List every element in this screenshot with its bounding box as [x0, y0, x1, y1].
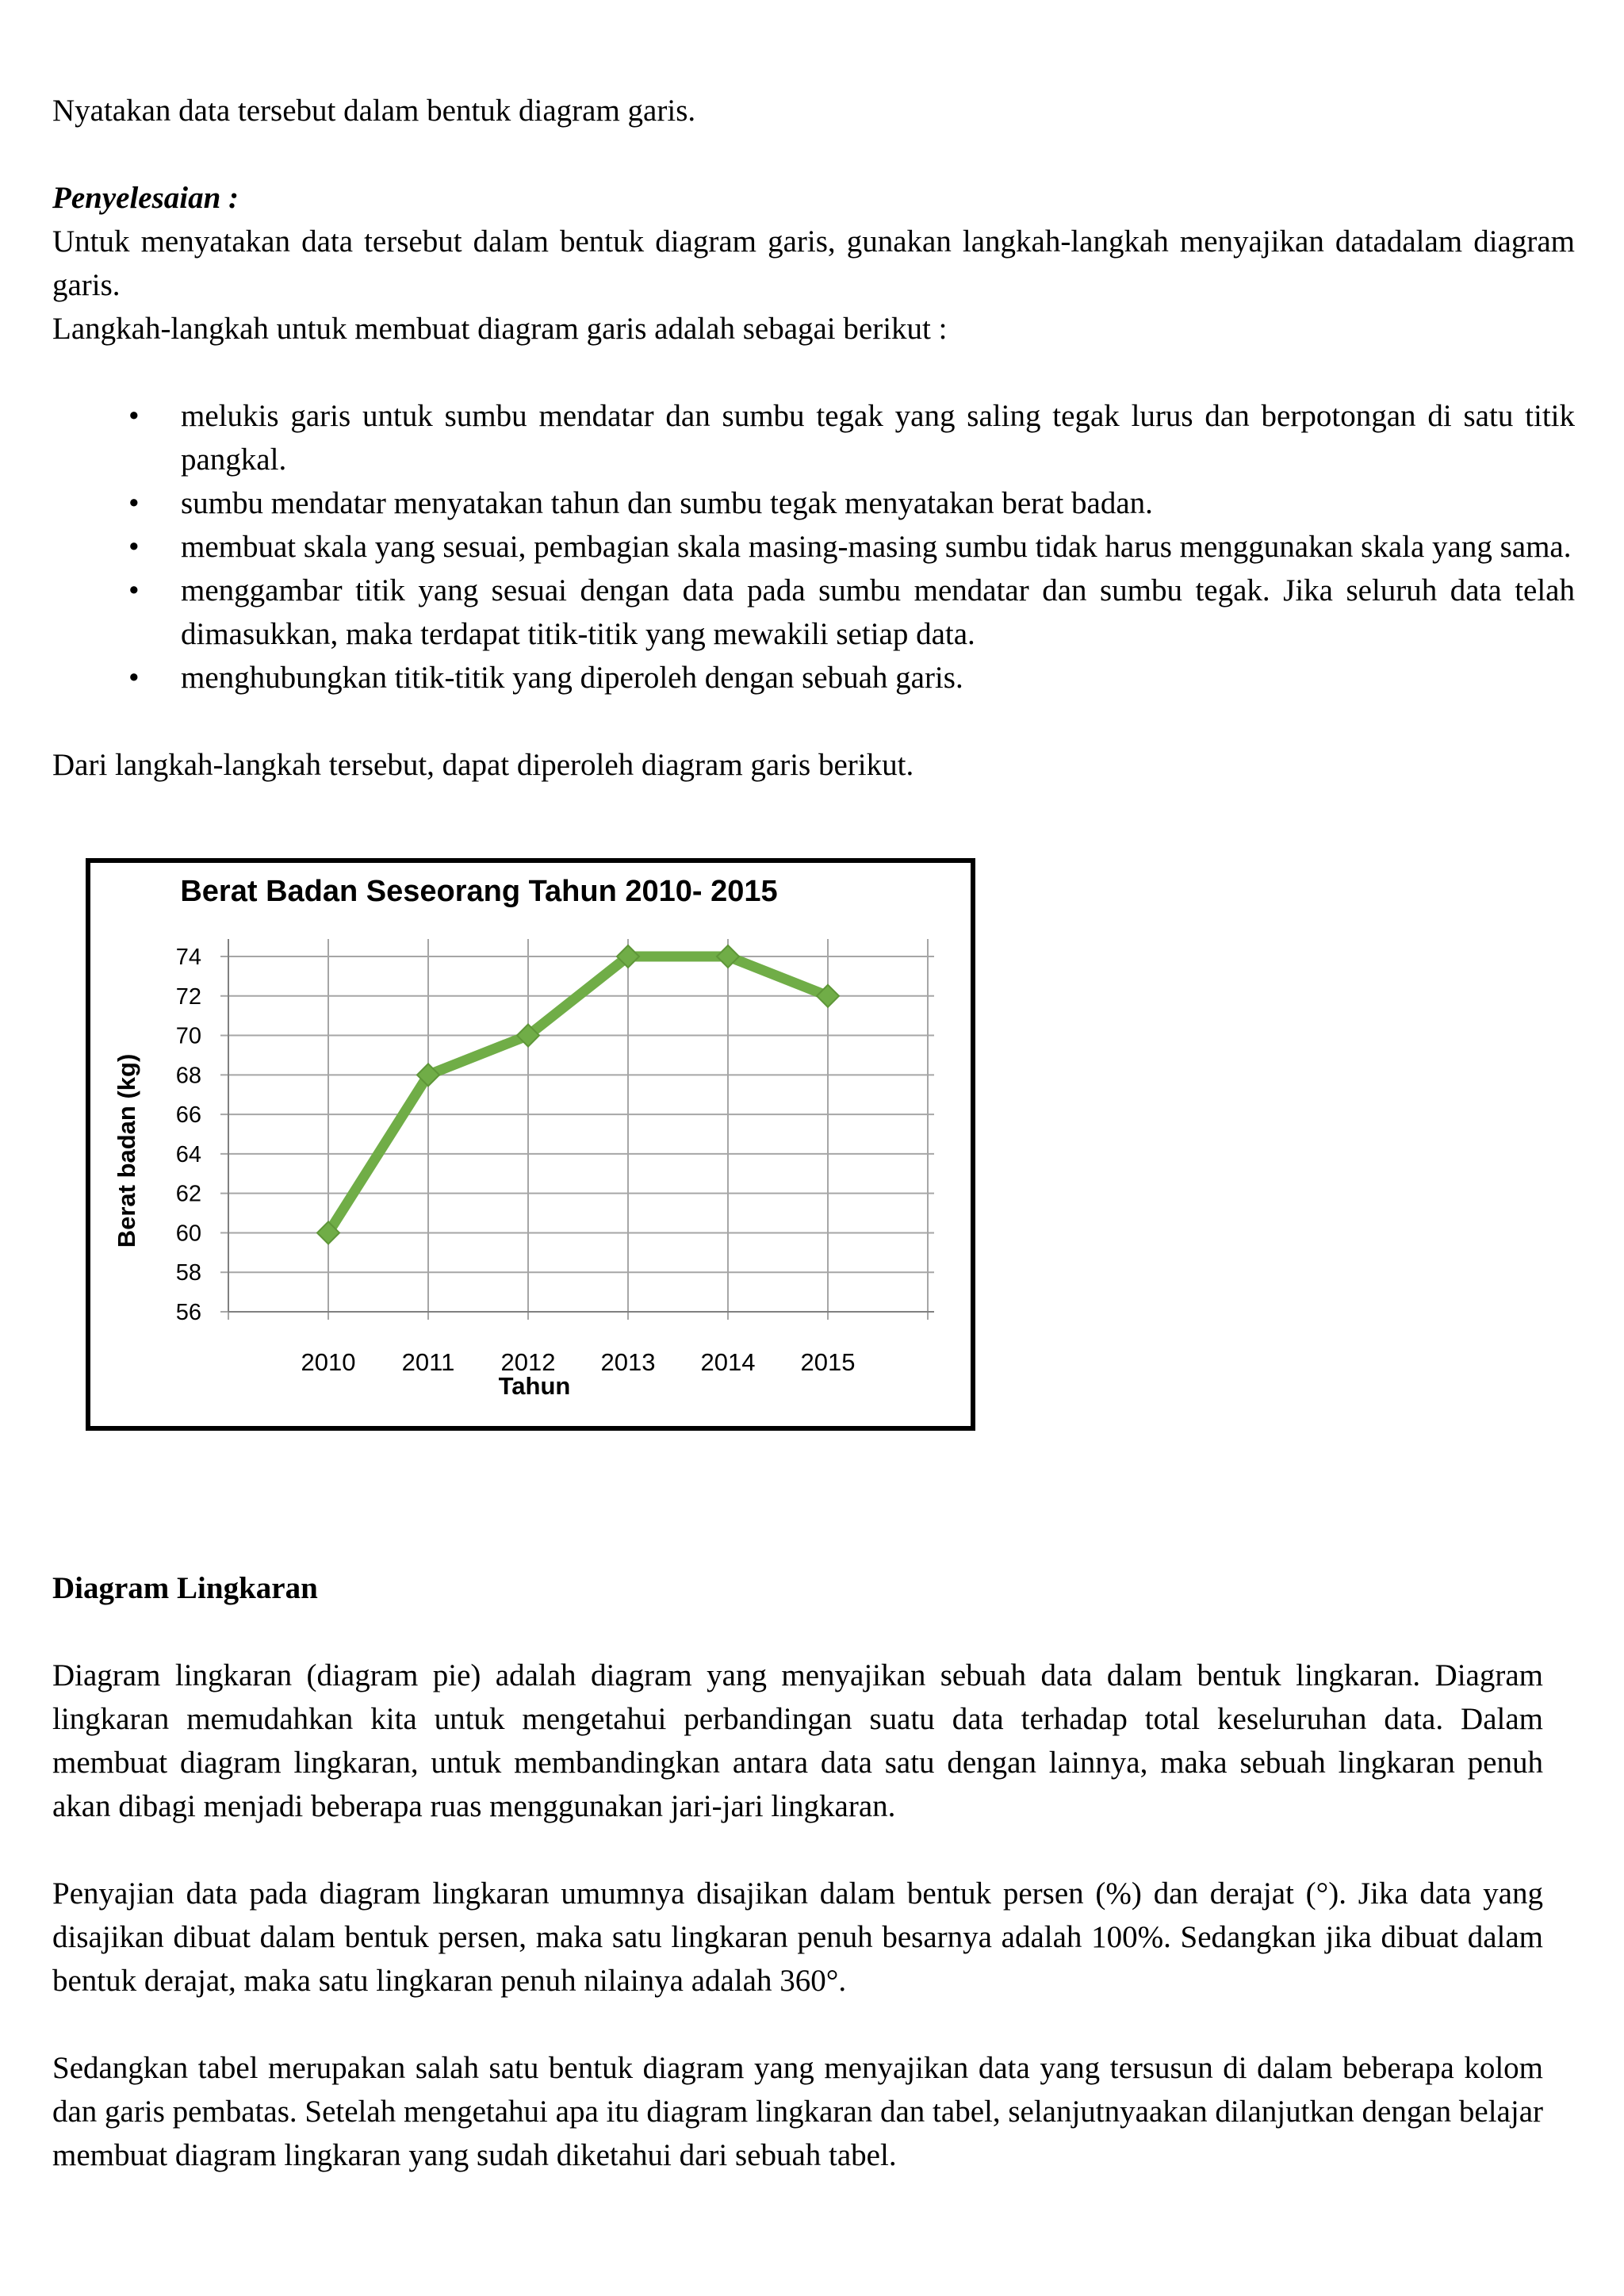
x-tick-label: 2010	[301, 1348, 356, 1376]
step-text: menghubungkan titik-titik yang diperoleh dengan sebuah garis.	[181, 661, 963, 695]
chart-series	[317, 945, 839, 1244]
step-text: menggambar titik yang sesuai dengan data pada sumbu mendatar dan sumbu tegak. Jika seluruh data telah dimasukkan, maka terdapat titik-titik yang mewakili setiap data.	[181, 573, 1575, 651]
bullet-icon: •	[128, 399, 140, 433]
solution-paragraph: Untuk menyatakan data tersebut dalam bentuk diagram garis, gunakan langkah-langkah menyajikan datadalam diagram garis.	[52, 224, 1575, 302]
diagram-lingkaran-section	[52, 1566, 1543, 2177]
chart-title: Berat Badan Seseorang Tahun 2010- 2015	[180, 875, 778, 908]
list-item	[52, 394, 1575, 481]
list-item	[52, 525, 1575, 569]
y-tick-label: 60	[175, 1221, 201, 1247]
step-text: melukis garis untuk sumbu mendatar dan sumbu tegak yang saling tegak lurus dan berpotongan di satu titik pangkal.	[181, 399, 1575, 477]
conclusion-text: Dari langkah-langkah tersebut, dapat diperoleh diagram garis berikut.	[52, 748, 914, 782]
x-tick-label: 2015	[800, 1348, 856, 1376]
line-chart	[86, 858, 975, 1431]
x-tick-label: 2013	[600, 1348, 656, 1376]
x-axis-label: Tahun	[498, 1372, 571, 1400]
y-axis-label: Berat badan (kg)	[113, 1053, 140, 1248]
y-tick-label: 56	[175, 1300, 201, 1325]
section-paragraph: Diagram lingkaran (diagram pie) adalah diagram yang menyajikan sebuah data dalam bentuk lingkaran. Diagram lingkaran memudahkan kita untuk mengetahui perbandingan suatu data terhadap total keseluruhan data. Dalam membuat diagram lingkaran, untuk membandingkan antara data satu dengan lainnya, maka sebuah lingkaran penuh akan dibagi menjadi beberapa ruas menggunakan jari-jari lingkaran.	[52, 1658, 1543, 1823]
steps-intro: Langkah-langkah untuk membuat diagram garis adalah sebagai berikut :	[52, 312, 948, 346]
section-title: Diagram Lingkaran	[52, 1571, 318, 1605]
list-item	[52, 481, 1575, 525]
section-paragraph: Penyajian data pada diagram lingkaran umumnya disajikan dalam bentuk persen (%) dan derajat (°). Jika data yang disajikan dibuat dalam bentuk persen, maka satu lingkaran penuh besarnya adalah 100%. Sedangkan jika dibuat dalam bentuk derajat, maka satu lingkaran penuh nilainya adalah 360°.	[52, 1876, 1543, 1998]
section-paragraph: Sedangkan tabel merupakan salah satu bentuk diagram yang menyajikan data yang tersusun di dalam beberapa kolom dan garis pembatas. Setelah mengetahui apa itu diagram lingkaran dan tabel, selanjutnyaakan dilanjutkan dengan belajar membuat diagram lingkaran yang sudah diketahui dari sebuah tabel.	[52, 2051, 1543, 2172]
x-tick-label: 2012	[500, 1348, 556, 1376]
list-item	[52, 656, 1575, 700]
list-item	[52, 569, 1575, 656]
bullet-icon: •	[128, 530, 140, 564]
chart-axes	[176, 939, 934, 1376]
series-line	[328, 956, 828, 1232]
y-tick-label: 58	[175, 1260, 201, 1286]
bullet-icon: •	[128, 486, 140, 520]
line-chart-svg	[90, 863, 971, 1426]
solution-heading: Penyelesaian :	[52, 181, 239, 215]
step-text: membuat skala yang sesuai, pembagian skala masing-masing sumbu tidak harus menggunakan skala yang sama.	[181, 530, 1572, 564]
y-tick-label: 70	[175, 1023, 201, 1049]
step-text: sumbu mendatar menyatakan tahun dan sumbu tegak menyatakan berat badan.	[181, 486, 1153, 520]
intro-text: Nyatakan data tersebut dalam bentuk diagram garis.	[52, 94, 696, 128]
y-tick-label: 62	[175, 1181, 201, 1207]
y-tick-label: 68	[175, 1063, 201, 1089]
y-tick-label: 72	[175, 983, 201, 1010]
steps-list	[52, 394, 1575, 700]
bullet-icon: •	[128, 573, 140, 608]
document-body	[52, 89, 1575, 787]
bullet-icon: •	[128, 661, 140, 695]
x-tick-label: 2011	[401, 1348, 455, 1376]
y-tick-label: 64	[175, 1141, 201, 1167]
y-tick-label: 74	[175, 945, 201, 970]
x-tick-label: 2014	[700, 1348, 756, 1376]
y-tick-label: 66	[175, 1102, 201, 1129]
